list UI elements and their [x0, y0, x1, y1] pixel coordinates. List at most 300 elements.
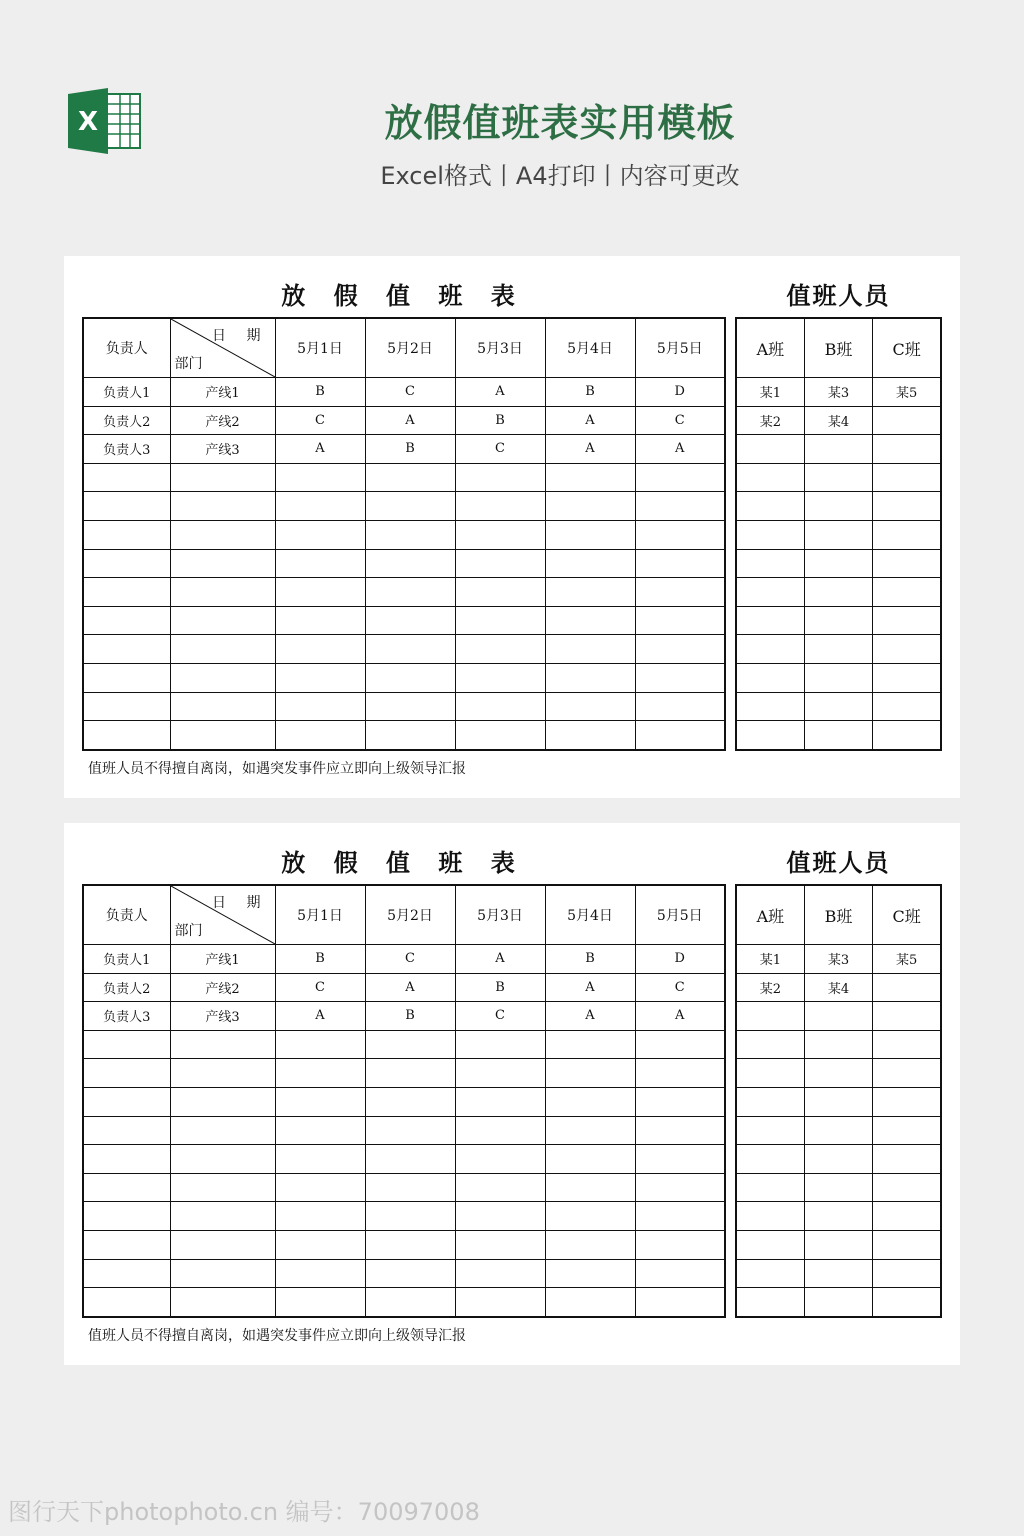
- table-cell[interactable]: [545, 1230, 635, 1259]
- staff-cell[interactable]: [804, 549, 872, 578]
- schedule-sheet: [64, 823, 960, 1365]
- table-cell[interactable]: [170, 1087, 275, 1116]
- table-cell[interactable]: [635, 635, 725, 664]
- table-cell[interactable]: B: [455, 973, 545, 1002]
- table-cell[interactable]: C: [275, 406, 365, 435]
- staff-cell[interactable]: [873, 635, 941, 664]
- table-cell[interactable]: [455, 721, 545, 750]
- staff-cell[interactable]: [736, 1145, 804, 1174]
- table-cell[interactable]: [545, 663, 635, 692]
- staff-cell[interactable]: [736, 578, 804, 607]
- table-row: [83, 721, 725, 750]
- table-cell[interactable]: D: [635, 945, 725, 974]
- table-cell[interactable]: [455, 1173, 545, 1202]
- table-cell[interactable]: [545, 1145, 635, 1174]
- table-cell[interactable]: [365, 606, 455, 635]
- table-cell[interactable]: [365, 1116, 455, 1145]
- table-cell[interactable]: A: [455, 945, 545, 974]
- table-cell[interactable]: [365, 1145, 455, 1174]
- table-cell[interactable]: [545, 1173, 635, 1202]
- staff-cell[interactable]: [873, 1173, 941, 1202]
- table-cell[interactable]: C: [455, 1002, 545, 1031]
- table-cell[interactable]: [635, 1230, 725, 1259]
- table-row: [83, 1288, 725, 1317]
- table-row: [83, 406, 725, 435]
- table-cell[interactable]: [83, 520, 170, 549]
- table-cell[interactable]: [545, 606, 635, 635]
- page-title: 放假值班表实用模板: [384, 101, 736, 145]
- table-cell[interactable]: [275, 492, 365, 521]
- table-cell[interactable]: [635, 549, 725, 578]
- table-cell[interactable]: [170, 663, 275, 692]
- staff-cell[interactable]: [873, 549, 941, 578]
- table-cell[interactable]: C: [635, 973, 725, 1002]
- table-cell[interactable]: [170, 578, 275, 607]
- table-cell[interactable]: [455, 520, 545, 549]
- table-cell[interactable]: [455, 1288, 545, 1317]
- table-cell[interactable]: B: [455, 406, 545, 435]
- staff-cell[interactable]: [873, 663, 941, 692]
- staff-cell[interactable]: [804, 463, 872, 492]
- table-cell[interactable]: [275, 1116, 365, 1145]
- table-cell[interactable]: C: [365, 378, 455, 407]
- table-cell[interactable]: [170, 1173, 275, 1202]
- table-cell[interactable]: C: [635, 406, 725, 435]
- staff-cell[interactable]: [873, 578, 941, 607]
- staff-cell[interactable]: [873, 721, 941, 750]
- table-cell[interactable]: A: [545, 406, 635, 435]
- staff-cell[interactable]: [873, 692, 941, 721]
- table-cell[interactable]: D: [635, 378, 725, 407]
- table-cell[interactable]: [365, 1230, 455, 1259]
- staff-cell[interactable]: [804, 578, 872, 607]
- shift-header: B班: [804, 885, 872, 945]
- table-cell[interactable]: [635, 1145, 725, 1174]
- staff-cell[interactable]: [736, 492, 804, 521]
- table-cell[interactable]: [635, 492, 725, 521]
- staff-cell[interactable]: [804, 1116, 872, 1145]
- table-cell[interactable]: [275, 1202, 365, 1231]
- table-cell[interactable]: A: [365, 973, 455, 1002]
- table-cell[interactable]: [83, 1288, 170, 1317]
- staff-cell[interactable]: [873, 1059, 941, 1088]
- table-cell[interactable]: [545, 1202, 635, 1231]
- table-cell[interactable]: [83, 463, 170, 492]
- table-cell[interactable]: [635, 1288, 725, 1317]
- table-cell[interactable]: [545, 549, 635, 578]
- staff-cell[interactable]: [736, 1288, 804, 1317]
- table-cell[interactable]: [83, 1030, 170, 1059]
- table-cell[interactable]: [83, 1173, 170, 1202]
- table-cell[interactable]: 产线3: [170, 435, 275, 464]
- staff-cell[interactable]: [804, 663, 872, 692]
- staff-cell[interactable]: 某5: [873, 945, 941, 974]
- table-cell[interactable]: B: [275, 945, 365, 974]
- staff-cell[interactable]: [804, 492, 872, 521]
- table-cell[interactable]: [170, 463, 275, 492]
- footer-note: 值班人员不得擅自离岗，如遇突发事件应立即向上级领导汇报: [88, 1328, 466, 1344]
- staff-cell[interactable]: 某2: [736, 406, 804, 435]
- table-cell[interactable]: [170, 1202, 275, 1231]
- staff-cell[interactable]: [804, 721, 872, 750]
- staff-cell[interactable]: [804, 435, 872, 464]
- table-row: [83, 1116, 725, 1145]
- staff-cell[interactable]: [736, 1230, 804, 1259]
- staff-cell[interactable]: [736, 435, 804, 464]
- table-cell[interactable]: [275, 692, 365, 721]
- staff-cell[interactable]: [804, 1173, 872, 1202]
- table-cell[interactable]: [170, 520, 275, 549]
- table-cell[interactable]: A: [275, 1002, 365, 1031]
- table-cell[interactable]: [545, 1259, 635, 1288]
- table-cell[interactable]: [545, 492, 635, 521]
- table-cell[interactable]: [545, 1087, 635, 1116]
- table-cell[interactable]: [83, 578, 170, 607]
- staff-cell[interactable]: [736, 1202, 804, 1231]
- table-cell[interactable]: [635, 463, 725, 492]
- staff-cell[interactable]: 某3: [804, 945, 872, 974]
- staff-cell[interactable]: [873, 463, 941, 492]
- table-row: [83, 435, 725, 464]
- table-cell[interactable]: [365, 1259, 455, 1288]
- table-cell[interactable]: [545, 1116, 635, 1145]
- table-cell[interactable]: A: [545, 435, 635, 464]
- table-cell[interactable]: 负责人3: [83, 435, 170, 464]
- date-header: 5月3日: [455, 318, 545, 378]
- table-cell[interactable]: [170, 692, 275, 721]
- table-cell[interactable]: [83, 606, 170, 635]
- table-cell[interactable]: [455, 1230, 545, 1259]
- table-cell[interactable]: [275, 578, 365, 607]
- table-cell[interactable]: [455, 663, 545, 692]
- staff-cell[interactable]: 某1: [736, 945, 804, 974]
- table-cell[interactable]: [455, 578, 545, 607]
- table-cell[interactable]: [455, 1202, 545, 1231]
- table-cell[interactable]: A: [545, 1002, 635, 1031]
- table-cell[interactable]: [365, 692, 455, 721]
- staff-cell[interactable]: [804, 520, 872, 549]
- staff-cell[interactable]: [804, 1002, 872, 1031]
- staff-cell[interactable]: [736, 1002, 804, 1031]
- table-cell[interactable]: [455, 635, 545, 664]
- table-cell[interactable]: C: [365, 945, 455, 974]
- staff-cell[interactable]: [804, 1030, 872, 1059]
- table-cell[interactable]: [83, 721, 170, 750]
- table-cell[interactable]: [170, 1059, 275, 1088]
- staff-cell[interactable]: [804, 1230, 872, 1259]
- table-cell[interactable]: B: [275, 378, 365, 407]
- staff-row: [736, 1145, 941, 1174]
- table-cell[interactable]: [545, 1030, 635, 1059]
- table-cell[interactable]: A: [635, 1002, 725, 1031]
- table-cell[interactable]: [635, 1030, 725, 1059]
- table-cell[interactable]: [545, 692, 635, 721]
- table-cell[interactable]: B: [545, 945, 635, 974]
- table-cell[interactable]: [545, 1059, 635, 1088]
- shift-header: A班: [736, 885, 804, 945]
- table-cell[interactable]: 产线2: [170, 406, 275, 435]
- table-cell[interactable]: [170, 1116, 275, 1145]
- table-cell[interactable]: C: [455, 435, 545, 464]
- table-cell[interactable]: [455, 1259, 545, 1288]
- staff-cell[interactable]: [873, 1030, 941, 1059]
- table-cell[interactable]: [170, 635, 275, 664]
- table-cell[interactable]: [275, 663, 365, 692]
- staff-cell[interactable]: [873, 1002, 941, 1031]
- table-cell[interactable]: [635, 520, 725, 549]
- table-row: [83, 606, 725, 635]
- table-cell[interactable]: [545, 1288, 635, 1317]
- table-cell[interactable]: [455, 492, 545, 521]
- table-cell[interactable]: [455, 1116, 545, 1145]
- staff-cell[interactable]: [873, 1116, 941, 1145]
- staff-cell[interactable]: [873, 1230, 941, 1259]
- table-cell[interactable]: B: [365, 435, 455, 464]
- table-cell[interactable]: [170, 1259, 275, 1288]
- table-cell[interactable]: [545, 721, 635, 750]
- staff-cell[interactable]: [804, 1145, 872, 1174]
- staff-cell[interactable]: [873, 606, 941, 635]
- table-cell[interactable]: A: [545, 973, 635, 1002]
- table-cell[interactable]: [275, 1145, 365, 1174]
- staff-cell[interactable]: [736, 1116, 804, 1145]
- table-cell[interactable]: [170, 1288, 275, 1317]
- staff-cell[interactable]: [804, 606, 872, 635]
- table-cell[interactable]: [545, 520, 635, 549]
- table-cell[interactable]: [275, 1087, 365, 1116]
- staff-cell[interactable]: [873, 1087, 941, 1116]
- staff-cell[interactable]: [804, 1087, 872, 1116]
- date-dept-header: [170, 318, 275, 378]
- table-cell[interactable]: [635, 1116, 725, 1145]
- staff-cell[interactable]: [736, 1059, 804, 1088]
- table-cell[interactable]: [170, 1030, 275, 1059]
- staff-cell[interactable]: [804, 1059, 872, 1088]
- table-cell[interactable]: [83, 692, 170, 721]
- table-cell[interactable]: [365, 721, 455, 750]
- table-cell[interactable]: [635, 1259, 725, 1288]
- staff-cell[interactable]: [736, 549, 804, 578]
- table-row: [83, 1173, 725, 1202]
- table-cell[interactable]: B: [545, 378, 635, 407]
- table-row: [83, 663, 725, 692]
- table-cell[interactable]: [635, 1202, 725, 1231]
- staff-cell[interactable]: [804, 1202, 872, 1231]
- staff-row: [736, 1173, 941, 1202]
- staff-header-row: [736, 318, 941, 378]
- table-cell[interactable]: [455, 606, 545, 635]
- table-cell[interactable]: [275, 520, 365, 549]
- table-cell[interactable]: [365, 1173, 455, 1202]
- table-cell[interactable]: [275, 1030, 365, 1059]
- staff-cell[interactable]: [873, 435, 941, 464]
- table-cell[interactable]: [635, 606, 725, 635]
- staff-cell[interactable]: [804, 1288, 872, 1317]
- table-cell[interactable]: B: [365, 1002, 455, 1031]
- table-row: [83, 973, 725, 1002]
- table-cell[interactable]: [635, 578, 725, 607]
- table-cell[interactable]: [365, 549, 455, 578]
- table-cell[interactable]: [83, 1059, 170, 1088]
- staff-cell[interactable]: [873, 1288, 941, 1317]
- staff-cell[interactable]: [873, 406, 941, 435]
- table-cell[interactable]: [275, 549, 365, 578]
- staff-cell[interactable]: [736, 606, 804, 635]
- staff-cell[interactable]: [736, 1173, 804, 1202]
- staff-row: [736, 1202, 941, 1231]
- staff-header-row: [736, 885, 941, 945]
- table-cell[interactable]: [635, 663, 725, 692]
- table-row: [83, 378, 725, 407]
- staff-cell[interactable]: [873, 1259, 941, 1288]
- table-cell[interactable]: [545, 635, 635, 664]
- table-cell[interactable]: A: [635, 435, 725, 464]
- table-cell[interactable]: A: [275, 435, 365, 464]
- table-cell[interactable]: [635, 1059, 725, 1088]
- staff-cell[interactable]: [736, 721, 804, 750]
- staff-cell[interactable]: [736, 1030, 804, 1059]
- table-cell[interactable]: [455, 1145, 545, 1174]
- staff-row: [736, 606, 941, 635]
- table-cell[interactable]: [365, 1288, 455, 1317]
- staff-cell[interactable]: [804, 1259, 872, 1288]
- staff-cell[interactable]: [736, 1087, 804, 1116]
- date-header: 5月2日: [365, 885, 455, 945]
- staff-cell[interactable]: 某2: [736, 973, 804, 1002]
- table-cell[interactable]: [83, 663, 170, 692]
- table-cell[interactable]: [365, 1202, 455, 1231]
- table-cell[interactable]: 产线1: [170, 945, 275, 974]
- table-cell[interactable]: [455, 549, 545, 578]
- table-cell[interactable]: [275, 463, 365, 492]
- table-cell[interactable]: [455, 463, 545, 492]
- table-cell[interactable]: 产线2: [170, 973, 275, 1002]
- dept-label: 部门: [174, 356, 203, 372]
- table-cell[interactable]: [545, 463, 635, 492]
- table-row: [83, 1087, 725, 1116]
- table-cell[interactable]: [275, 1173, 365, 1202]
- date-label: 日 期: [212, 328, 269, 344]
- staff-cell[interactable]: [873, 492, 941, 521]
- staff-cell[interactable]: [873, 973, 941, 1002]
- table-cell[interactable]: [170, 492, 275, 521]
- schedule-table: [82, 317, 726, 751]
- table-cell[interactable]: [275, 606, 365, 635]
- table-cell[interactable]: [455, 1087, 545, 1116]
- table-cell[interactable]: [170, 1230, 275, 1259]
- staff-cell[interactable]: 某4: [804, 973, 872, 1002]
- staff-cell[interactable]: [736, 463, 804, 492]
- staff-cell[interactable]: 某3: [804, 378, 872, 407]
- shift-header: B班: [804, 318, 872, 378]
- table-cell[interactable]: 产线1: [170, 378, 275, 407]
- table-row: [83, 692, 725, 721]
- staff-cell[interactable]: 某1: [736, 378, 804, 407]
- table-cell[interactable]: [635, 1173, 725, 1202]
- staff-cell[interactable]: [736, 692, 804, 721]
- table-cell[interactable]: [83, 1087, 170, 1116]
- table-cell[interactable]: [83, 635, 170, 664]
- table-cell[interactable]: [170, 606, 275, 635]
- sheet-title: 放 假 值 班 表: [281, 281, 525, 310]
- table-cell[interactable]: [365, 1059, 455, 1088]
- table-cell[interactable]: A: [365, 406, 455, 435]
- table-cell[interactable]: 负责人3: [83, 1002, 170, 1031]
- table-cell[interactable]: [365, 578, 455, 607]
- table-cell[interactable]: [83, 1145, 170, 1174]
- table-cell[interactable]: [365, 520, 455, 549]
- staff-title: 值班人员: [786, 281, 891, 310]
- staff-row: [736, 721, 941, 750]
- staff-cell[interactable]: [873, 1202, 941, 1231]
- excel-icon: [68, 88, 142, 154]
- table-cell[interactable]: [635, 1087, 725, 1116]
- table-cell[interactable]: [545, 578, 635, 607]
- table-row: [83, 520, 725, 549]
- table-cell[interactable]: [83, 1230, 170, 1259]
- table-cell[interactable]: 负责人1: [83, 945, 170, 974]
- staff-cell[interactable]: [736, 1259, 804, 1288]
- table-cell[interactable]: [170, 1145, 275, 1174]
- schedule-table: [82, 884, 726, 1318]
- staff-cell[interactable]: [873, 520, 941, 549]
- staff-cell[interactable]: [804, 692, 872, 721]
- table-cell[interactable]: [83, 549, 170, 578]
- table-cell[interactable]: [365, 463, 455, 492]
- table-cell[interactable]: [275, 1259, 365, 1288]
- staff-cell[interactable]: [736, 635, 804, 664]
- staff-row: [736, 1230, 941, 1259]
- table-cell[interactable]: [83, 1202, 170, 1231]
- table-cell[interactable]: [83, 1259, 170, 1288]
- date-header: 5月4日: [545, 885, 635, 945]
- table-cell[interactable]: [83, 492, 170, 521]
- staff-cell[interactable]: [804, 635, 872, 664]
- table-cell[interactable]: A: [455, 378, 545, 407]
- table-cell[interactable]: [455, 692, 545, 721]
- table-cell[interactable]: 负责人2: [83, 406, 170, 435]
- staff-cell[interactable]: [873, 1145, 941, 1174]
- staff-cell[interactable]: 某5: [873, 378, 941, 407]
- table-cell[interactable]: 负责人1: [83, 378, 170, 407]
- table-cell[interactable]: [455, 1030, 545, 1059]
- table-cell[interactable]: [275, 635, 365, 664]
- date-header: 5月2日: [365, 318, 455, 378]
- table-cell[interactable]: 产线3: [170, 1002, 275, 1031]
- table-cell[interactable]: [275, 1288, 365, 1317]
- table-cell[interactable]: [275, 1230, 365, 1259]
- table-cell[interactable]: [83, 1116, 170, 1145]
- staff-cell[interactable]: 某4: [804, 406, 872, 435]
- staff-cell[interactable]: [736, 520, 804, 549]
- table-cell[interactable]: [365, 492, 455, 521]
- table-cell[interactable]: [170, 549, 275, 578]
- table-cell[interactable]: [170, 721, 275, 750]
- staff-row: [736, 406, 941, 435]
- table-cell[interactable]: 负责人2: [83, 973, 170, 1002]
- table-cell[interactable]: [635, 692, 725, 721]
- table-cell[interactable]: [455, 1059, 545, 1088]
- staff-cell[interactable]: [736, 663, 804, 692]
- table-cell[interactable]: [275, 1059, 365, 1088]
- table-cell[interactable]: [365, 1087, 455, 1116]
- table-cell[interactable]: [275, 721, 365, 750]
- table-cell[interactable]: C: [275, 973, 365, 1002]
- table-cell[interactable]: [365, 1030, 455, 1059]
- table-cell[interactable]: [635, 721, 725, 750]
- table-cell[interactable]: [365, 663, 455, 692]
- table-cell[interactable]: [365, 635, 455, 664]
